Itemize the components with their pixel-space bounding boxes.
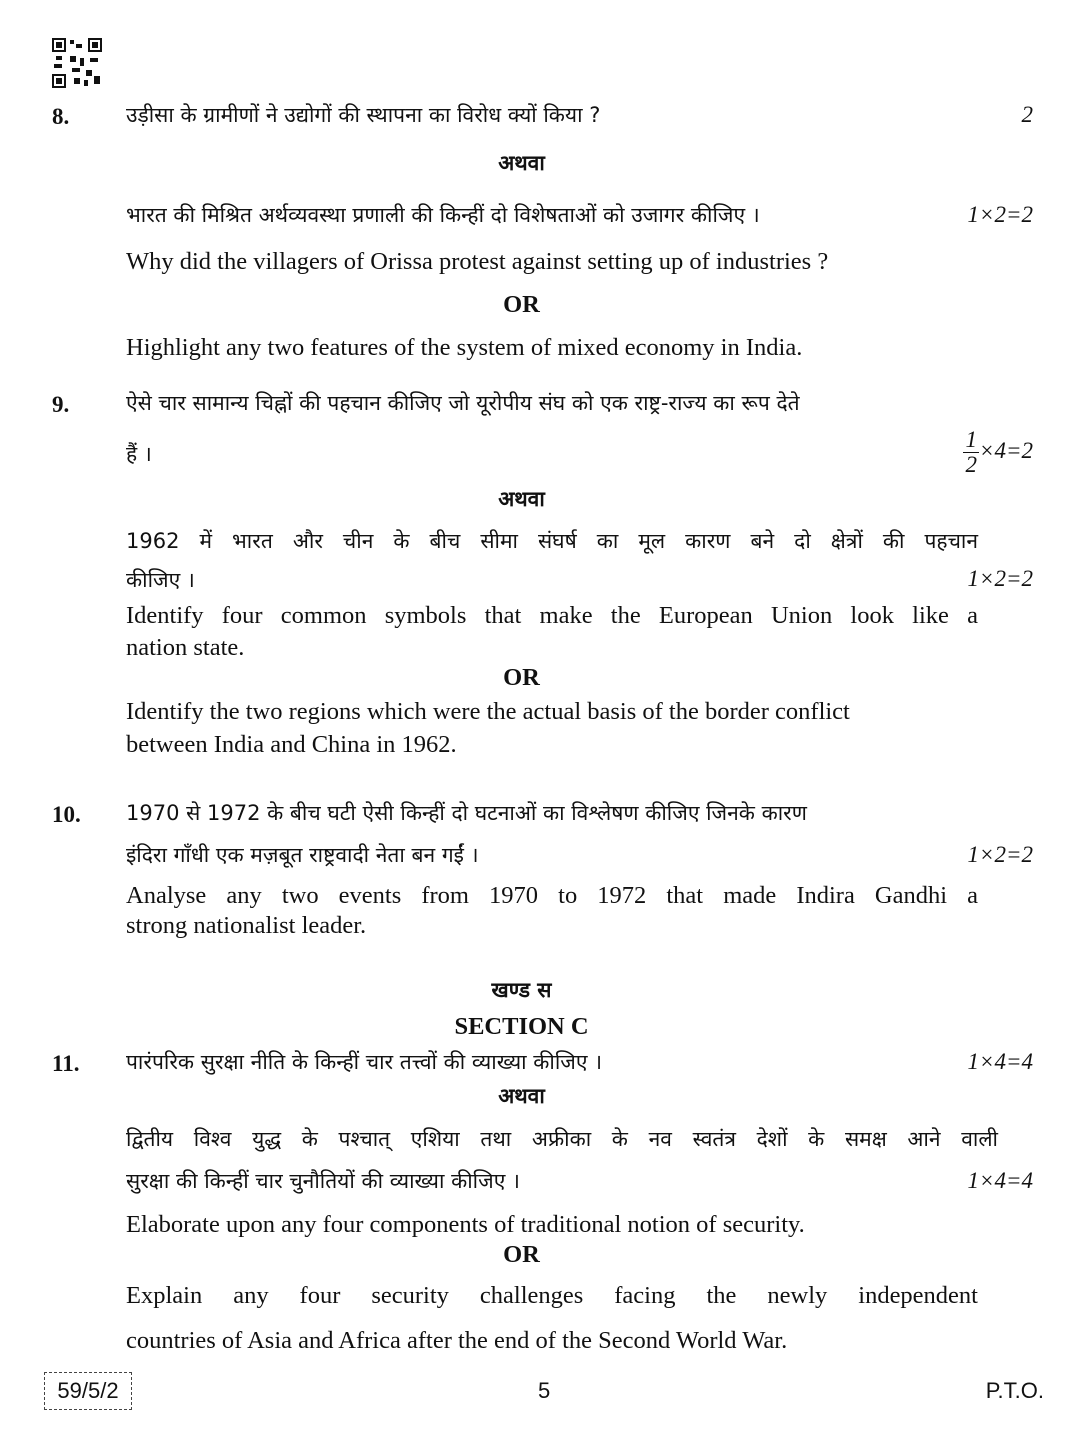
marks: 1×2=2: [967, 842, 1033, 867]
question-text-english: strong nationalist leader.: [126, 912, 367, 939]
paper-code: 59/5/2: [44, 1372, 132, 1410]
question-text-english: nation state.: [126, 634, 245, 661]
fraction: $\frac{1}{2}$: [965, 427, 977, 477]
question-number: 11.: [52, 1051, 80, 1076]
or-label-hindi: अथवा: [498, 151, 545, 175]
question-text-hindi: 1970 से 1972 के बीच घटी ऐसी किन्हीं दो घटनाओं का विश्लेषण कीजिए जिनके कारण: [126, 801, 807, 825]
alt-question-hindi: सुरक्षा की किन्हीं चार चुनौतियों की व्याख्या कीजिए ।: [126, 1169, 520, 1193]
question-number: 8.: [52, 104, 70, 129]
marks: 1×4=4: [967, 1168, 1033, 1193]
or-label-english: OR: [503, 664, 540, 691]
question-text-english: Elaborate upon any four components of traditional notion of security.: [126, 1211, 805, 1238]
question-text-hindi: हैं ।: [126, 442, 152, 466]
or-label-english: OR: [503, 291, 540, 318]
or-label-hindi: अथवा: [498, 1084, 545, 1108]
alt-question-english: between India and China in 1962.: [126, 731, 457, 758]
marks: 1×4=4: [967, 1049, 1033, 1074]
alt-question-english: Explain any four security challenges facing the newly independent: [126, 1282, 978, 1309]
alt-question-hindi: द्वितीय विश्व युद्ध के पश्चात् एशिया तथा अफ्रीका के नव स्वतंत्र देशों के समक्ष आने वाली: [126, 1127, 998, 1151]
alt-question-english: Highlight any two features of the system of mixed economy in India.: [126, 334, 803, 361]
question-text-hindi: पारंपरिक सुरक्षा नीति के किन्हीं चार तत्त्वों की व्याख्या कीजिए ।: [126, 1050, 603, 1074]
section-title-english: SECTION C: [454, 1013, 589, 1040]
question-text-english: Identify four common symbols that make the European Union look like a: [126, 602, 978, 629]
pto-label: P.T.O.: [985, 1378, 1044, 1403]
marks: 1×2=2: [967, 202, 1033, 227]
alt-question-english: Identify the two regions which were the actual basis of the border conflict: [126, 698, 850, 725]
question-number: 10.: [52, 802, 81, 827]
question-text-english: Analyse any two events from 1970 to 1972 that made Indira Gandhi a: [126, 882, 978, 909]
marks: 1×2=2: [967, 566, 1033, 591]
question-text-hindi: उड़ीसा के ग्रामीणों ने उद्योगों की स्थापना का विरोध क्यों किया ?: [126, 103, 601, 127]
or-label-english: OR: [503, 1241, 540, 1268]
section-title-hindi: खण्ड स: [491, 978, 552, 1002]
marks: 2: [1021, 102, 1033, 127]
question-text-hindi: इंदिरा गाँधी एक मज़बूत राष्ट्रवादी नेता बन गईं ।: [126, 843, 479, 867]
marks: $\frac{1}{2}$ ×4=2: [965, 427, 1033, 477]
question-text-hindi: ऐसे चार सामान्य चिह्नों की पहचान कीजिए जो यूरोपीय संघ को एक राष्ट्र-राज्य का रूप देते: [126, 391, 800, 415]
question-number: 9.: [52, 392, 70, 417]
alt-question-hindi: भारत की मिश्रित अर्थव्यवस्था प्रणाली की किन्हीं दो विशेषताओं को उजागर कीजिए ।: [126, 203, 760, 227]
alt-question-hindi: कीजिए ।: [126, 568, 195, 592]
question-text-english: Why did the villagers of Orissa protest against setting up of industries ?: [126, 248, 829, 275]
alt-question-english: countries of Asia and Africa after the end of the Second World War.: [126, 1327, 788, 1354]
alt-question-hindi: 1962 में भारत और चीन के बीच सीमा संघर्ष का मूल कारण बने दो क्षेत्रों की पहचान: [126, 529, 978, 553]
qr-code: [52, 38, 102, 88]
page-number: 5: [538, 1378, 551, 1403]
or-label-hindi: अथवा: [498, 487, 545, 511]
